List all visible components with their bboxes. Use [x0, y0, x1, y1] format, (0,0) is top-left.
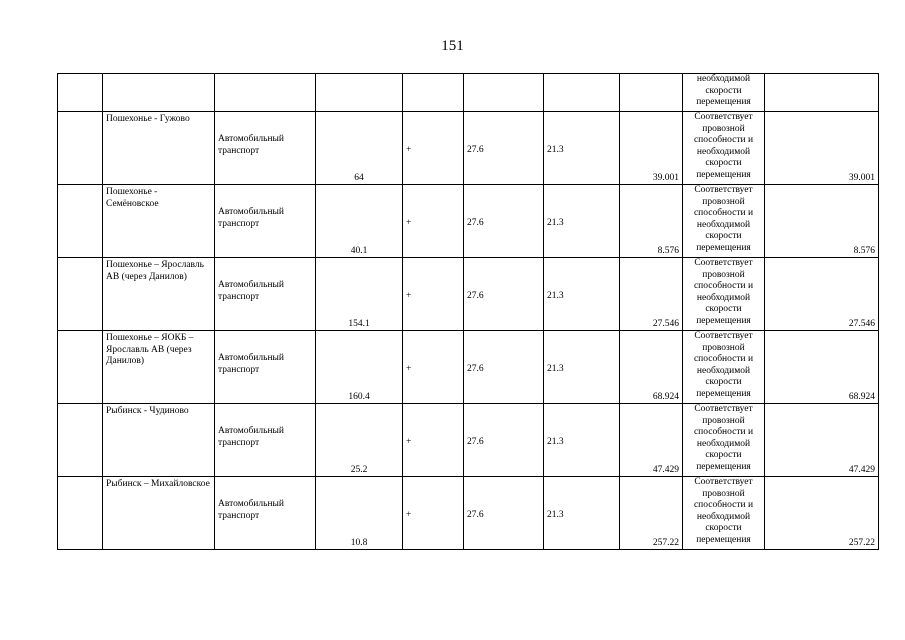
cell-route — [103, 404, 215, 477]
table-row-continuation — [58, 74, 879, 112]
cell-mark — [403, 258, 464, 331]
route-name: Пошехонье - Гужово — [106, 114, 190, 124]
plus-mark: + — [406, 510, 412, 520]
cell-val-b — [544, 477, 620, 550]
compliance-line: провозной — [702, 123, 745, 134]
compliance-line: необходимой — [696, 74, 751, 84]
value: 8.576 — [657, 245, 679, 256]
cell-value-2 — [765, 258, 879, 331]
transport-mode: Автомобильный транспорт — [218, 353, 285, 375]
cell-empty — [58, 404, 103, 477]
cell-value-2 — [765, 112, 879, 185]
route-length: 10.8 — [350, 537, 368, 548]
compliance-line: скорости — [705, 231, 742, 241]
cell-route — [103, 331, 215, 404]
cell-empty — [544, 74, 620, 112]
value-2: 47.429 — [848, 464, 875, 475]
cell-route — [103, 258, 215, 331]
compliance-line: перемещения — [696, 97, 751, 107]
value-a: 27.6 — [467, 364, 484, 374]
routes-table — [57, 73, 879, 550]
compliance-line: перемещения — [696, 242, 751, 253]
cell-empty — [58, 477, 103, 550]
table-row — [58, 404, 879, 477]
table-row — [58, 185, 879, 258]
value-a: 27.6 — [467, 291, 484, 301]
value: 257.22 — [652, 537, 679, 548]
value-b: 21.3 — [547, 364, 564, 374]
compliance-line: Соответствует — [694, 477, 753, 487]
compliance-line: Соответствует — [694, 404, 753, 414]
cell-mark — [403, 404, 464, 477]
cell-mark — [403, 112, 464, 185]
route-length: 40.1 — [350, 245, 368, 256]
cell-value — [620, 331, 683, 404]
route-name: Пошехонье – ЯОКБ – Ярославль АВ (через Данилов) — [106, 333, 194, 366]
cell-value — [620, 258, 683, 331]
compliance-line: скорости — [705, 304, 742, 314]
cell-value — [620, 404, 683, 477]
cell-compliance — [683, 477, 765, 550]
cell-val-b — [544, 331, 620, 404]
cell-val-b — [544, 404, 620, 477]
cell-compliance — [683, 404, 765, 477]
cell-empty — [316, 74, 403, 112]
cell-length — [316, 112, 403, 185]
route-length: 64 — [354, 172, 364, 183]
compliance-line: скорости — [705, 377, 742, 387]
cell-val-a — [464, 112, 544, 185]
transport-mode: Автомобильный транспорт — [218, 280, 285, 302]
compliance-line: необходимой — [696, 365, 751, 376]
cell-route — [103, 112, 215, 185]
table-row — [58, 331, 879, 404]
route-length: 154.1 — [348, 318, 370, 329]
cell-compliance-tail — [683, 74, 765, 112]
value-b: 21.3 — [547, 437, 564, 447]
cell-value-2 — [765, 404, 879, 477]
plus-mark: + — [406, 218, 412, 228]
value: 47.429 — [652, 464, 679, 475]
cell-length — [316, 404, 403, 477]
compliance-line: скорости — [705, 450, 742, 460]
compliance-line: перемещения — [696, 315, 751, 326]
value-2: 27.546 — [848, 318, 875, 329]
value-2: 68.924 — [848, 391, 875, 402]
compliance-line: необходимой — [696, 292, 751, 303]
compliance-line: способности и — [693, 427, 754, 437]
route-name: Пошехонье - Семёновское — [106, 187, 159, 209]
cell-val-b — [544, 112, 620, 185]
cell-mode — [215, 331, 316, 404]
compliance-line: необходимой — [696, 219, 751, 230]
compliance-line: провозной — [702, 342, 745, 353]
value-a: 27.6 — [467, 218, 484, 228]
value: 68.924 — [652, 391, 679, 402]
compliance-line: перемещения — [696, 534, 751, 545]
table-row — [58, 477, 879, 550]
cell-length — [316, 331, 403, 404]
cell-mode — [215, 185, 316, 258]
cell-route — [103, 477, 215, 550]
route-name: Рыбинск – Михайловское — [106, 479, 210, 489]
cell-value-2 — [765, 331, 879, 404]
cell-val-a — [464, 331, 544, 404]
plus-mark: + — [406, 364, 412, 374]
cell-empty — [58, 74, 103, 112]
cell-empty — [215, 74, 316, 112]
compliance-line: провозной — [702, 415, 745, 426]
value-b: 21.3 — [547, 291, 564, 301]
compliance-line: способности и — [693, 208, 754, 218]
cell-empty — [58, 331, 103, 404]
cell-mode — [215, 404, 316, 477]
value-b: 21.3 — [547, 145, 564, 155]
transport-mode: Автомобильный транспорт — [218, 499, 285, 521]
compliance-line: провозной — [702, 196, 745, 207]
compliance-line: провозной — [702, 488, 745, 499]
route-length: 160.4 — [348, 391, 370, 402]
value-a: 27.6 — [467, 145, 484, 155]
compliance-line: Соответствует — [694, 258, 753, 268]
cell-mode — [215, 112, 316, 185]
plus-mark: + — [406, 437, 412, 447]
compliance-line: провозной — [702, 269, 745, 280]
compliance-line: скорости — [705, 523, 742, 533]
cell-value — [620, 185, 683, 258]
cell-empty — [464, 74, 544, 112]
cell-val-a — [464, 477, 544, 550]
value-b: 21.3 — [547, 218, 564, 228]
cell-mark — [403, 477, 464, 550]
compliance-line: Соответствует — [694, 112, 753, 122]
value-b: 21.3 — [547, 510, 564, 520]
transport-mode: Автомобильный транспорт — [218, 134, 285, 156]
cell-empty — [765, 74, 879, 112]
transport-mode: Автомобильный транспорт — [218, 426, 285, 448]
compliance-line: Соответствует — [694, 185, 753, 195]
cell-empty — [58, 258, 103, 331]
compliance-line: перемещения — [696, 461, 751, 472]
cell-length — [316, 258, 403, 331]
compliance-line: скорости — [705, 158, 742, 168]
transport-mode: Автомобильный транспорт — [218, 207, 285, 229]
value-2: 8.576 — [853, 245, 875, 256]
route-length: 25.2 — [350, 464, 368, 475]
cell-val-a — [464, 258, 544, 331]
value: 27.546 — [652, 318, 679, 329]
compliance-line: перемещения — [696, 388, 751, 399]
cell-val-b — [544, 185, 620, 258]
cell-route — [103, 185, 215, 258]
cell-value — [620, 477, 683, 550]
plus-mark: + — [406, 291, 412, 301]
cell-empty — [103, 74, 215, 112]
table-row — [58, 258, 879, 331]
page-number: 151 — [441, 38, 464, 54]
compliance-line: необходимой — [696, 511, 751, 522]
cell-compliance — [683, 331, 765, 404]
value-2: 39.001 — [848, 172, 875, 183]
cell-value-2 — [765, 477, 879, 550]
cell-length — [316, 185, 403, 258]
table-body — [58, 74, 879, 550]
compliance-line: способности и — [693, 281, 754, 291]
value: 39.001 — [652, 172, 679, 183]
cell-empty — [58, 112, 103, 185]
cell-compliance — [683, 258, 765, 331]
route-name: Рыбинск - Чудиново — [106, 406, 189, 416]
cell-mode — [215, 477, 316, 550]
value-a: 27.6 — [467, 437, 484, 447]
compliance-line: способности и — [693, 354, 754, 364]
value-2: 257.22 — [848, 537, 875, 548]
cell-mark — [403, 185, 464, 258]
compliance-line: необходимой — [696, 146, 751, 157]
compliance-line: скорости — [705, 85, 742, 96]
cell-compliance — [683, 112, 765, 185]
compliance-line: перемещения — [696, 169, 751, 180]
cell-value — [620, 112, 683, 185]
value-a: 27.6 — [467, 510, 484, 520]
cell-val-a — [464, 404, 544, 477]
cell-mode — [215, 258, 316, 331]
cell-empty — [620, 74, 683, 112]
cell-compliance — [683, 185, 765, 258]
cell-length — [316, 477, 403, 550]
table-row — [58, 112, 879, 185]
route-name: Пошехонье – Ярославль АВ (через Данилов) — [106, 260, 204, 282]
cell-value-2 — [765, 185, 879, 258]
cell-val-b — [544, 258, 620, 331]
plus-mark: + — [406, 145, 412, 155]
cell-mark — [403, 331, 464, 404]
compliance-line: способности и — [693, 500, 754, 510]
compliance-line: Соответствует — [694, 331, 753, 341]
cell-val-a — [464, 185, 544, 258]
cell-empty — [58, 185, 103, 258]
compliance-line: необходимой — [696, 438, 751, 449]
cell-empty — [403, 74, 464, 112]
compliance-line: способности и — [693, 135, 754, 145]
